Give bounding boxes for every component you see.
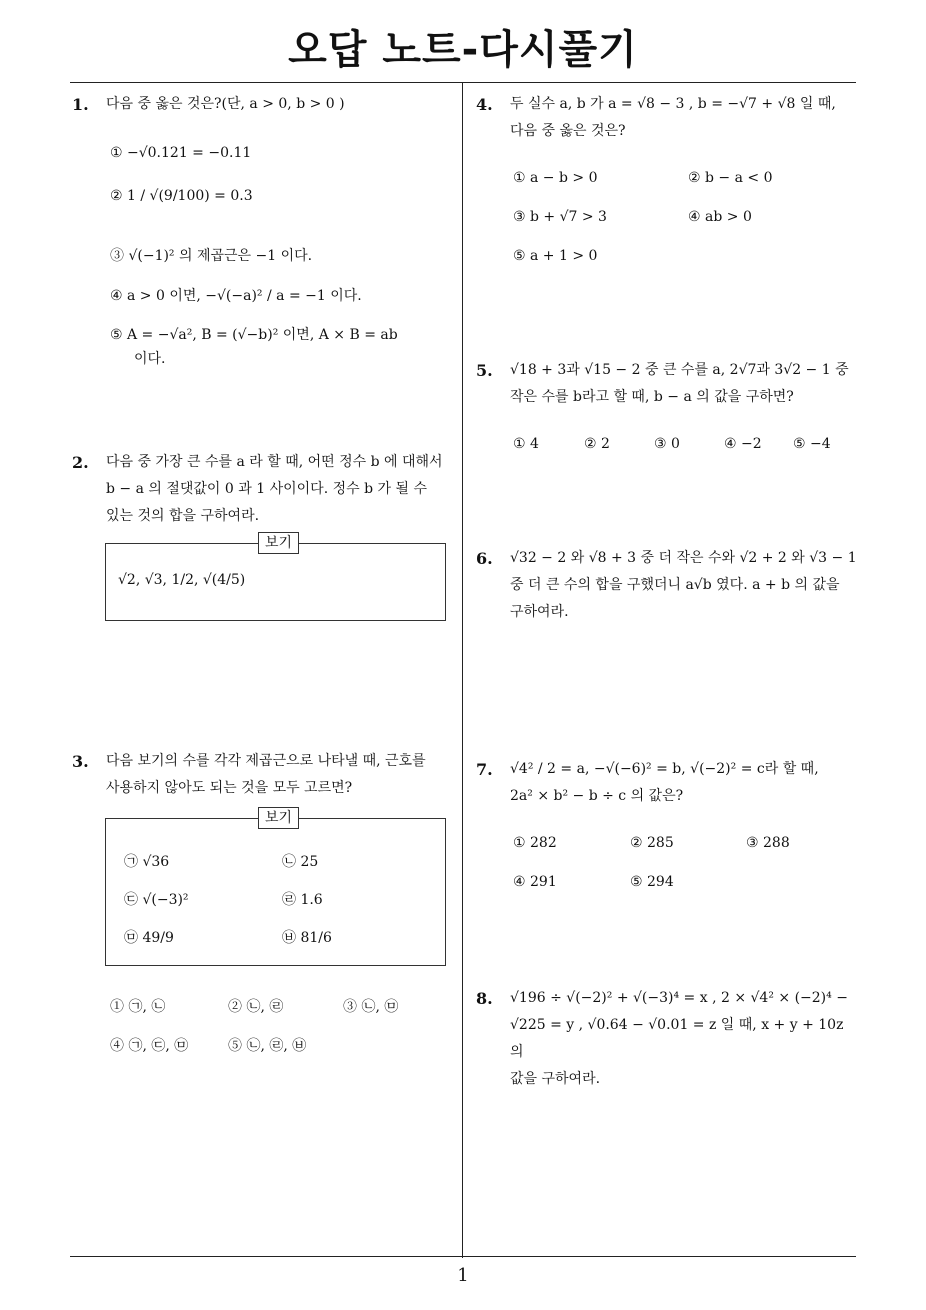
example-box-label: 보기 bbox=[258, 532, 299, 554]
q5-option-1: ① 4 bbox=[513, 436, 539, 452]
q5-option-4: ④ −2 bbox=[724, 436, 762, 452]
example-item: ㉥ 81/6 bbox=[282, 930, 332, 946]
question-text-line: 값을 구하여라. bbox=[510, 1071, 601, 1087]
q1-option-5: ⑤ A = −√a², B = (√−b)² 이면, A × B = ab bbox=[110, 327, 398, 343]
question-text-line: √196 ÷ √(−2)² + √(−3)⁴ = x , 2 × √4² × (−2)⁴ − bbox=[510, 990, 848, 1006]
example-item: ㉣ 1.6 bbox=[282, 892, 323, 908]
q4-option-4: ④ ab > 0 bbox=[688, 209, 752, 225]
q4-option-5: ⑤ a + 1 > 0 bbox=[513, 248, 598, 264]
q5-option-5: ⑤ −4 bbox=[793, 436, 831, 452]
q1-option-3: ③ √(−1)² 의 제곱근은 −1 이다. bbox=[110, 248, 313, 264]
question-text-line: 중 더 큰 수의 합을 구했더니 a√b 였다. a + b 의 값을 bbox=[510, 577, 840, 593]
question-4 bbox=[476, 91, 860, 145]
bottom-rule bbox=[70, 1256, 856, 1257]
question-text-line: √4² / 2 = a, −√(−6)² = b, √(−2)² = c라 할 때, bbox=[510, 761, 819, 777]
question-text-line: 구하여라. bbox=[510, 604, 569, 620]
question-number: 7. bbox=[476, 760, 493, 779]
q3-option-3: ③ ㉡, ㉤ bbox=[343, 999, 399, 1015]
question-number: 6. bbox=[476, 549, 493, 568]
q7-option-5: ⑤ 294 bbox=[630, 874, 674, 890]
q1-option-2: ② 1 / √(9/100) = 0.3 bbox=[110, 188, 253, 204]
example-item: ㉡ 25 bbox=[282, 854, 319, 870]
question-7 bbox=[476, 756, 860, 810]
question-text-line: 다음 중 옳은 것은? bbox=[510, 123, 626, 139]
q7-option-2: ② 285 bbox=[630, 835, 674, 851]
question-text-line: 있는 것의 합을 구하여라. bbox=[106, 508, 260, 524]
q7-option-4: ④ 291 bbox=[513, 874, 557, 890]
question-1 bbox=[72, 91, 452, 118]
question-text-line: 작은 수를 b라고 할 때, b − a 의 값을 구하면? bbox=[510, 389, 794, 405]
question-text-line: √225 = y , √0.64 − √0.01 = z 일 때, x + y + 10z 의 bbox=[510, 1017, 844, 1060]
question-text-line: 두 실수 a, b 가 a = √8 − 3 , b = −√7 + √8 일 때, bbox=[510, 96, 836, 112]
column-divider bbox=[462, 83, 463, 1258]
question-number: 8. bbox=[476, 989, 493, 1008]
question-number: 5. bbox=[476, 361, 493, 380]
question-number: 3. bbox=[72, 752, 89, 771]
example-item: ㉢ √(−3)² bbox=[124, 892, 189, 908]
q7-option-3: ③ 288 bbox=[746, 835, 790, 851]
question-text-line: 2a² × b² − b ÷ c 의 값은? bbox=[510, 788, 684, 804]
question-text: 다음 중 옳은 것은?(단, a > 0, b > 0 ) bbox=[106, 96, 345, 112]
question-3 bbox=[72, 748, 460, 802]
question-text-line: 다음 중 가장 큰 수를 a 라 할 때, 어떤 정수 b 에 대해서 bbox=[106, 454, 443, 470]
question-number: 2. bbox=[72, 453, 89, 472]
question-8 bbox=[476, 985, 860, 1093]
q4-option-3: ③ b + √7 > 3 bbox=[513, 209, 607, 225]
question-text-line: b − a 의 절댓값이 0 과 1 사이이다. 정수 b 가 될 수 bbox=[106, 481, 427, 497]
page-title: 오답 노트-다시풀기 bbox=[288, 27, 638, 73]
example-box-label: 보기 bbox=[258, 807, 299, 829]
question-number: 1. bbox=[72, 95, 89, 114]
q4-option-1: ① a − b > 0 bbox=[513, 170, 598, 186]
q4-option-2: ② b − a < 0 bbox=[688, 170, 773, 186]
q5-option-3: ③ 0 bbox=[654, 436, 680, 452]
question-text-line: √32 − 2 와 √8 + 3 중 더 작은 수와 √2 + 2 와 √3 − 1 bbox=[510, 550, 857, 566]
q5-option-2: ② 2 bbox=[584, 436, 610, 452]
question-text-line: 다음 보기의 수를 각각 제곱근으로 나타낼 때, 근호를 bbox=[106, 753, 426, 769]
q3-option-4: ④ ㉠, ㉢, ㉤ bbox=[110, 1038, 189, 1054]
question-number: 4. bbox=[476, 95, 493, 114]
q2-example-box bbox=[105, 535, 446, 621]
example-item: ㉤ 49/9 bbox=[124, 930, 174, 946]
q3-option-5: ⑤ ㉡, ㉣, ㉥ bbox=[228, 1038, 307, 1054]
q3-example-box bbox=[105, 810, 446, 966]
q1-option-4: ④ a > 0 이면, −√(−a)² / a = −1 이다. bbox=[110, 288, 362, 304]
example-item: ㉠ √36 bbox=[124, 854, 170, 870]
q3-option-1: ① ㉠, ㉡ bbox=[110, 999, 166, 1015]
question-text-line: 사용하지 않아도 되는 것을 모두 고르면? bbox=[106, 780, 353, 796]
q7-option-1: ① 282 bbox=[513, 835, 557, 851]
q1-option-5-cont: 이다. bbox=[134, 351, 166, 367]
question-2 bbox=[72, 449, 460, 530]
q1-option-1: ① −√0.121 = −0.11 bbox=[110, 145, 252, 161]
q3-option-2: ② ㉡, ㉣ bbox=[228, 999, 284, 1015]
question-text-line: √18 + 3과 √15 − 2 중 큰 수를 a, 2√7과 3√2 − 1 중 bbox=[510, 362, 849, 378]
page-number: 1 bbox=[457, 1265, 469, 1286]
question-6 bbox=[476, 545, 860, 626]
top-rule bbox=[70, 82, 856, 83]
example-box-content: √2, √3, 1/2, √(4/5) bbox=[118, 572, 246, 588]
question-5 bbox=[476, 357, 860, 411]
